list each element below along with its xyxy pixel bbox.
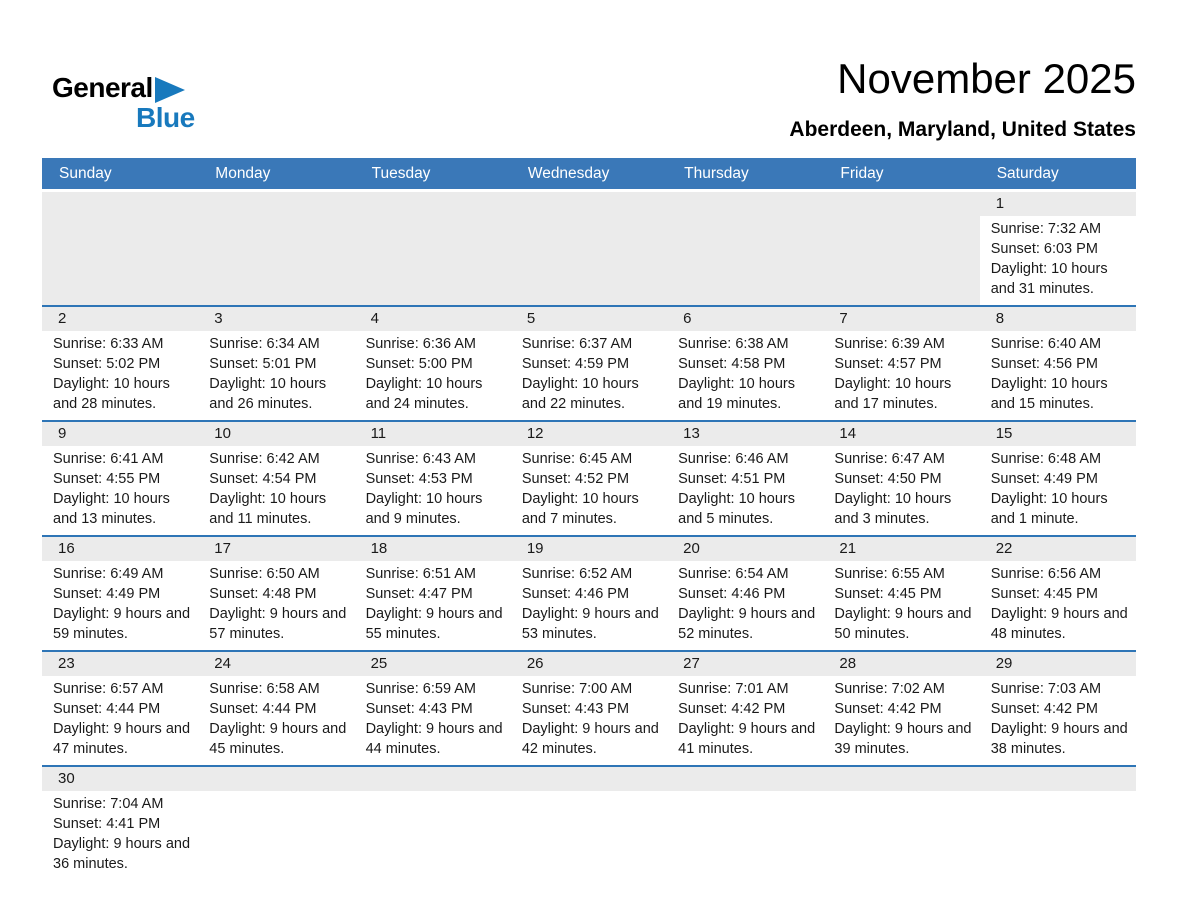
empty-day-cell: [511, 192, 667, 305]
sunset-text: Sunset: 4:50 PM: [834, 471, 942, 487]
sunset-text: Sunset: 4:55 PM: [53, 471, 161, 487]
day-number: [823, 192, 979, 216]
day-details: [980, 216, 1136, 305]
daylight-text: Daylight: 10 hours and 22 minutes.: [521, 376, 639, 412]
daylight-text: Daylight: 9 hours and 36 minutes.: [53, 836, 191, 872]
day-number: 18: [355, 537, 511, 561]
day-number: 28: [823, 652, 979, 676]
sunset-text: Sunset: 4:56 PM: [990, 356, 1098, 372]
day-number: [823, 767, 979, 791]
page-title: November 2025: [837, 55, 1136, 102]
daylight-text: Daylight: 9 hours and 42 minutes.: [521, 721, 659, 757]
day-details: [198, 561, 354, 650]
day-cell: [511, 537, 667, 650]
sunset-text: Sunset: 4:46 PM: [521, 586, 630, 602]
logo-text-general: General: [52, 72, 153, 103]
week-row: [42, 192, 1136, 305]
sunrise-text: Sunrise: 6:40 AM: [990, 336, 1102, 352]
day-details: [42, 216, 198, 225]
day-details: [823, 676, 979, 765]
week-row: [42, 650, 1136, 765]
daylight-text: Daylight: 9 hours and 48 minutes.: [990, 606, 1128, 642]
sunset-text: Sunset: 4:43 PM: [365, 701, 473, 717]
weekday-wednesday: Wednesday: [527, 164, 610, 182]
daylight-text: Daylight: 9 hours and 57 minutes.: [209, 606, 347, 642]
day-cell: [980, 307, 1136, 420]
weekday-monday: Monday: [215, 164, 271, 182]
sunrise-text: Sunrise: 6:36 AM: [365, 336, 476, 352]
day-details: [980, 791, 1136, 800]
day-number: [198, 192, 354, 216]
day-details: [511, 216, 667, 225]
empty-day-cell: [355, 767, 511, 880]
sunrise-text: Sunrise: 6:37 AM: [521, 336, 633, 352]
sunset-text: Sunset: 4:42 PM: [990, 701, 1098, 717]
day-cell: [42, 767, 198, 880]
day-number: 21: [823, 537, 979, 561]
daylight-text: Daylight: 9 hours and 45 minutes.: [209, 721, 347, 757]
day-cell: [355, 652, 511, 765]
day-number: [355, 767, 511, 791]
daylight-text: Daylight: 10 hours and 19 minutes.: [678, 376, 796, 412]
day-details: [823, 331, 979, 420]
day-details: [198, 791, 354, 800]
day-details: [355, 561, 511, 650]
sunrise-text: Sunrise: 7:03 AM: [990, 681, 1102, 697]
day-number: [511, 192, 667, 216]
sunrise-text: Sunrise: 6:57 AM: [53, 681, 164, 697]
day-details: [198, 331, 354, 420]
day-number: 13: [667, 422, 823, 446]
daylight-text: Daylight: 10 hours and 31 minutes.: [990, 261, 1108, 297]
day-number: 24: [198, 652, 354, 676]
day-number: 3: [198, 307, 354, 331]
sunset-text: Sunset: 4:58 PM: [678, 356, 786, 372]
day-details: [355, 446, 511, 535]
logo-text-blue: Blue: [136, 102, 195, 133]
sunrise-text: Sunrise: 7:01 AM: [678, 681, 789, 697]
day-details: [42, 791, 198, 880]
sunset-text: Sunset: 4:41 PM: [53, 816, 161, 832]
sunrise-text: Sunrise: 6:54 AM: [678, 566, 789, 582]
daylight-text: Daylight: 10 hours and 28 minutes.: [53, 376, 170, 412]
sunset-text: Sunset: 4:54 PM: [209, 471, 317, 487]
weekday-thursday: Thursday: [684, 164, 749, 182]
day-cell: [511, 307, 667, 420]
day-cell: [198, 537, 354, 650]
sunrise-text: Sunrise: 6:50 AM: [209, 566, 320, 582]
sunset-text: Sunset: 4:42 PM: [678, 701, 786, 717]
weekday-saturday: Saturday: [996, 164, 1059, 182]
day-cell: [980, 652, 1136, 765]
day-details: [42, 331, 198, 420]
weekday-friday: Friday: [840, 164, 884, 182]
sunset-text: Sunset: 4:44 PM: [53, 701, 161, 717]
day-cell: [980, 422, 1136, 535]
week-row: [42, 535, 1136, 650]
sunrise-text: Sunrise: 6:49 AM: [53, 566, 164, 582]
day-details: [42, 676, 198, 765]
day-cell: [198, 652, 354, 765]
day-number: [980, 767, 1136, 791]
day-number: 22: [980, 537, 1136, 561]
day-details: [511, 791, 667, 800]
sunset-text: Sunset: 4:45 PM: [990, 586, 1098, 602]
day-cell: [667, 652, 823, 765]
day-number: 14: [823, 422, 979, 446]
daylight-text: Daylight: 9 hours and 55 minutes.: [365, 606, 503, 642]
empty-day-cell: [980, 767, 1136, 880]
day-number: [667, 192, 823, 216]
day-cell: [511, 652, 667, 765]
daylight-text: Daylight: 10 hours and 3 minutes.: [834, 491, 952, 527]
day-number: 8: [980, 307, 1136, 331]
sunrise-text: Sunrise: 6:41 AM: [53, 451, 164, 467]
daylight-text: Daylight: 10 hours and 1 minute.: [990, 491, 1108, 527]
day-number: 5: [511, 307, 667, 331]
daylight-text: Daylight: 9 hours and 47 minutes.: [53, 721, 191, 757]
day-details: [667, 561, 823, 650]
empty-day-cell: [823, 192, 979, 305]
sunset-text: Sunset: 4:59 PM: [521, 356, 630, 372]
day-number: 17: [198, 537, 354, 561]
sunrise-text: Sunrise: 6:58 AM: [209, 681, 320, 697]
week-row: [42, 765, 1136, 880]
day-number: 25: [355, 652, 511, 676]
day-cell: [667, 422, 823, 535]
day-cell: [667, 537, 823, 650]
day-cell: [823, 422, 979, 535]
day-number: 7: [823, 307, 979, 331]
empty-day-cell: [198, 192, 354, 305]
day-cell: [980, 537, 1136, 650]
day-details: [823, 446, 979, 535]
sunrise-text: Sunrise: 6:33 AM: [53, 336, 164, 352]
day-cell: [823, 537, 979, 650]
day-details: [355, 676, 511, 765]
page-subtitle: Aberdeen, Maryland, United States: [789, 118, 1136, 141]
day-details: [511, 676, 667, 765]
sunrise-text: Sunrise: 7:02 AM: [834, 681, 945, 697]
day-details: [980, 676, 1136, 765]
daylight-text: Daylight: 10 hours and 24 minutes.: [365, 376, 483, 412]
daylight-text: Daylight: 9 hours and 41 minutes.: [678, 721, 816, 757]
day-number: [355, 192, 511, 216]
day-cell: [980, 192, 1136, 305]
day-details: [980, 446, 1136, 535]
day-details: [980, 331, 1136, 420]
sunrise-text: Sunrise: 6:45 AM: [521, 451, 633, 467]
empty-day-cell: [355, 192, 511, 305]
day-cell: [511, 422, 667, 535]
day-number: 26: [511, 652, 667, 676]
day-details: [511, 331, 667, 420]
sunrise-text: Sunrise: 6:42 AM: [209, 451, 320, 467]
sunset-text: Sunset: 5:02 PM: [53, 356, 161, 372]
sunset-text: Sunset: 4:42 PM: [834, 701, 942, 717]
daylight-text: Daylight: 10 hours and 13 minutes.: [53, 491, 170, 527]
calendar-weeks: [42, 192, 1136, 880]
day-number: [667, 767, 823, 791]
sunrise-text: Sunrise: 6:56 AM: [990, 566, 1102, 582]
daylight-text: Daylight: 10 hours and 17 minutes.: [834, 376, 952, 412]
day-cell: [198, 422, 354, 535]
empty-day-cell: [667, 767, 823, 880]
daylight-text: Daylight: 9 hours and 44 minutes.: [365, 721, 503, 757]
week-row: [42, 420, 1136, 535]
day-number: 30: [42, 767, 198, 791]
day-details: [198, 446, 354, 535]
day-details: [667, 791, 823, 800]
day-details: [355, 791, 511, 800]
empty-day-cell: [667, 192, 823, 305]
weekday-sunday: Sunday: [59, 164, 112, 182]
day-number: 1: [980, 192, 1136, 216]
daylight-text: Daylight: 10 hours and 15 minutes.: [990, 376, 1108, 412]
day-number: [511, 767, 667, 791]
day-details: [667, 216, 823, 225]
day-cell: [42, 652, 198, 765]
day-cell: [823, 652, 979, 765]
daylight-text: Daylight: 10 hours and 26 minutes.: [209, 376, 327, 412]
day-number: 2: [42, 307, 198, 331]
sunrise-text: Sunrise: 6:38 AM: [678, 336, 789, 352]
day-details: [667, 331, 823, 420]
sunset-text: Sunset: 4:48 PM: [209, 586, 317, 602]
empty-day-cell: [42, 192, 198, 305]
day-details: [980, 561, 1136, 650]
sunset-text: Sunset: 5:01 PM: [209, 356, 317, 372]
sunset-text: Sunset: 4:51 PM: [678, 471, 786, 487]
day-cell: [355, 422, 511, 535]
day-number: 20: [667, 537, 823, 561]
day-cell: [42, 307, 198, 420]
day-number: 16: [42, 537, 198, 561]
day-details: [667, 676, 823, 765]
weekday-tuesday: Tuesday: [371, 164, 431, 182]
day-details: [198, 216, 354, 225]
sunrise-text: Sunrise: 7:32 AM: [990, 221, 1102, 237]
day-number: 10: [198, 422, 354, 446]
sunrise-text: Sunrise: 6:55 AM: [834, 566, 945, 582]
day-number: 6: [667, 307, 823, 331]
sunrise-text: Sunrise: 6:52 AM: [521, 566, 633, 582]
day-number: 12: [511, 422, 667, 446]
day-details: [823, 791, 979, 800]
day-details: [511, 446, 667, 535]
empty-day-cell: [823, 767, 979, 880]
day-cell: [823, 307, 979, 420]
sunrise-text: Sunrise: 6:34 AM: [209, 336, 320, 352]
day-details: [355, 216, 511, 225]
sunset-text: Sunset: 5:00 PM: [365, 356, 473, 372]
day-details: [355, 331, 511, 420]
day-details: [198, 676, 354, 765]
day-cell: [198, 307, 354, 420]
day-number: 19: [511, 537, 667, 561]
general-blue-logo: [52, 74, 212, 131]
empty-day-cell: [511, 767, 667, 880]
sunrise-text: Sunrise: 6:51 AM: [365, 566, 476, 582]
day-number: 29: [980, 652, 1136, 676]
daylight-text: Daylight: 9 hours and 39 minutes.: [834, 721, 972, 757]
day-cell: [42, 537, 198, 650]
sunset-text: Sunset: 4:44 PM: [209, 701, 317, 717]
day-details: [667, 446, 823, 535]
week-row: [42, 305, 1136, 420]
day-number: [198, 767, 354, 791]
sunset-text: Sunset: 4:46 PM: [678, 586, 786, 602]
sunrise-text: Sunrise: 6:39 AM: [834, 336, 945, 352]
sunset-text: Sunset: 6:03 PM: [990, 241, 1098, 257]
sunrise-text: Sunrise: 6:47 AM: [834, 451, 945, 467]
day-number: [42, 192, 198, 216]
empty-day-cell: [198, 767, 354, 880]
daylight-text: Daylight: 9 hours and 38 minutes.: [990, 721, 1128, 757]
sunrise-text: Sunrise: 6:48 AM: [990, 451, 1102, 467]
sunset-text: Sunset: 4:57 PM: [834, 356, 942, 372]
daylight-text: Daylight: 9 hours and 53 minutes.: [521, 606, 659, 642]
daylight-text: Daylight: 10 hours and 7 minutes.: [521, 491, 639, 527]
sunrise-text: Sunrise: 7:04 AM: [53, 796, 164, 812]
daylight-text: Daylight: 10 hours and 9 minutes.: [365, 491, 483, 527]
daylight-text: Daylight: 9 hours and 52 minutes.: [678, 606, 816, 642]
sunrise-text: Sunrise: 6:59 AM: [365, 681, 476, 697]
sunset-text: Sunset: 4:45 PM: [834, 586, 942, 602]
sunrise-text: Sunrise: 6:46 AM: [678, 451, 789, 467]
sunset-text: Sunset: 4:49 PM: [990, 471, 1098, 487]
sunset-text: Sunset: 4:47 PM: [365, 586, 473, 602]
day-cell: [42, 422, 198, 535]
sunrise-text: Sunrise: 7:00 AM: [521, 681, 633, 697]
day-cell: [355, 537, 511, 650]
sunrise-text: Sunrise: 6:43 AM: [365, 451, 476, 467]
day-details: [511, 561, 667, 650]
weekday-header-row: [42, 158, 1136, 189]
day-details: [823, 561, 979, 650]
sunset-text: Sunset: 4:52 PM: [521, 471, 630, 487]
sunset-text: Sunset: 4:53 PM: [365, 471, 473, 487]
daylight-text: Daylight: 10 hours and 5 minutes.: [678, 491, 796, 527]
day-details: [42, 561, 198, 650]
daylight-text: Daylight: 9 hours and 50 minutes.: [834, 606, 972, 642]
day-cell: [667, 307, 823, 420]
day-details: [42, 446, 198, 535]
daylight-text: Daylight: 9 hours and 59 minutes.: [53, 606, 191, 642]
day-number: 27: [667, 652, 823, 676]
daylight-text: Daylight: 10 hours and 11 minutes.: [209, 491, 327, 527]
day-number: 23: [42, 652, 198, 676]
day-number: 11: [355, 422, 511, 446]
calendar: [42, 158, 1136, 880]
day-cell: [355, 307, 511, 420]
day-number: 15: [980, 422, 1136, 446]
day-number: 4: [355, 307, 511, 331]
sunset-text: Sunset: 4:49 PM: [53, 586, 161, 602]
day-details: [823, 216, 979, 225]
day-number: 9: [42, 422, 198, 446]
sunset-text: Sunset: 4:43 PM: [521, 701, 630, 717]
